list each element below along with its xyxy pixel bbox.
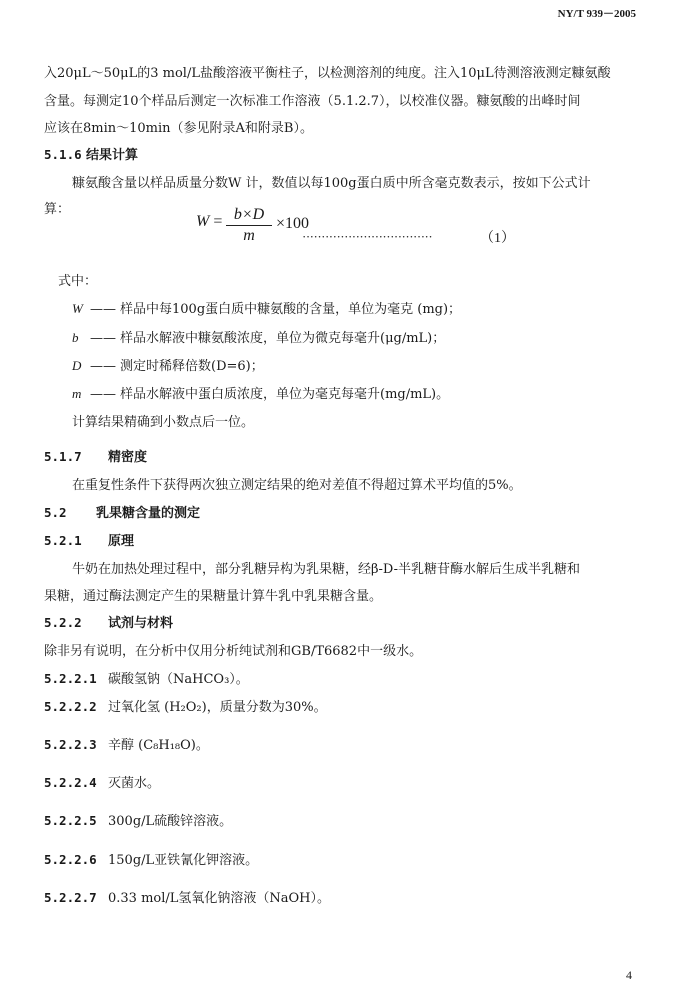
- definition-text: 测定时稀释倍数(D=6)；: [120, 359, 264, 374]
- reagents-paragraph: 除非另有说明，在分析中仅用分析纯试剂和GB/T6682中一级水。: [44, 644, 423, 659]
- item-number: 5.2.2.6: [44, 852, 97, 867]
- precision-paragraph: 在重复性条件下获得两次独立测定结果的绝对差值不得超过算术平均值的5%。: [72, 478, 522, 493]
- document-code: NY/T 939－2005: [557, 8, 636, 20]
- reagent-item: [44, 668, 249, 687]
- intro-line-3: 应该在8min～10min（参见附录A和附录B）。: [44, 121, 313, 136]
- section-number: 5.1.6: [44, 147, 82, 162]
- definition-text: 样品水解液中糠氨酸浓度，单位为微克每毫升(μg/mL)；: [120, 331, 446, 346]
- section-title: 试剂与材料: [108, 616, 174, 631]
- heading-5-2: [44, 502, 200, 521]
- formula-denominator: m: [243, 227, 255, 244]
- reagent-item: [44, 734, 209, 753]
- heading-5-2-1: [44, 530, 134, 549]
- definition-symbol: m: [72, 386, 82, 401]
- section-title: 原理: [108, 534, 135, 549]
- principle-line-1: 牛奶在加热处理过程中，部分乳糖异构为乳果糖，经β-D-半乳糖苷酶水解后生成半乳糖和: [72, 562, 580, 577]
- reagent-item: [44, 772, 160, 791]
- definition-text: 样品水解液中蛋白质浓度，单位为毫克每毫升(mg/mL)。: [120, 387, 450, 402]
- item-text: 碳酸氢钠（NaHCO₃）。: [108, 672, 249, 687]
- section-title: 结果计算: [86, 148, 139, 163]
- precision-note: 计算结果精确到小数点后一位。: [72, 415, 255, 430]
- calc-paragraph-line-1: 糠氨酸含量以样品质量分数W 计，数值以每100g蛋白质中所含毫克数表示，按如下公式计: [72, 176, 591, 191]
- formula-fraction: [226, 205, 272, 246]
- section-number: 5.2.1: [44, 533, 82, 548]
- section-number: 5.2: [44, 505, 67, 520]
- item-text: 300g/L硫酸锌溶液。: [108, 814, 233, 829]
- item-text: 辛醇 (C₈H₁₈O)。: [108, 738, 209, 753]
- item-number: 5.2.2.5: [44, 813, 97, 828]
- formula-multiplier: ×100: [276, 215, 310, 232]
- item-number: 5.2.2.4: [44, 775, 97, 790]
- intro-line-1: 入20μL～50μL的3 mol/L盐酸溶液平衡柱子，以检测溶剂的纯度。注入10μL待测溶液测定糠氨酸: [44, 66, 611, 81]
- definition-symbol: D: [72, 358, 82, 373]
- formula-numerator: b×D: [226, 205, 272, 226]
- reagent-item: [44, 696, 327, 715]
- item-text: 0.33 mol/L氢氧化钠溶液（NaOH）。: [108, 891, 331, 906]
- definition-text: 样品中每100g蛋白质中糠氨酸的含量，单位为毫克 (mg)；: [120, 302, 462, 317]
- item-number: 5.2.2.2: [44, 699, 97, 714]
- formula-equals: =: [213, 213, 223, 230]
- definition-dash: ——: [90, 302, 116, 317]
- definition-symbol: W: [72, 301, 83, 316]
- where-label: 式中：: [58, 274, 98, 289]
- principle-line-2: 果糖，通过酶法测定产生的果糖量计算牛乳中乳果糖含量。: [44, 589, 383, 604]
- section-number: 5.1.7: [44, 449, 82, 464]
- definition-dash: ——: [90, 387, 116, 402]
- intro-line-2: 含量。每测定10个样品后测定一次标准工作溶液（5.1.2.7），以校准仪器。糠氨酸的出峰时间: [44, 94, 581, 109]
- item-number: 5.2.2.7: [44, 890, 97, 905]
- heading-5-1-7: [44, 446, 147, 465]
- reagent-item: [44, 887, 330, 906]
- formula-leader-dots: ··································: [302, 229, 433, 244]
- definition-dash: ——: [90, 359, 116, 374]
- definition-row: [72, 327, 445, 346]
- definition-row: [72, 298, 461, 317]
- section-number: 5.2.2: [44, 615, 82, 630]
- item-text: 过氧化氢 (H₂O₂)，质量分数为30%。: [108, 700, 327, 715]
- formula-lhs: W: [196, 213, 210, 230]
- definition-dash: ——: [90, 331, 116, 346]
- reagent-item: [44, 810, 232, 829]
- item-text: 灭菌水。: [108, 776, 161, 791]
- item-number: 5.2.2.1: [44, 671, 97, 686]
- equation-number: （1）: [480, 231, 515, 246]
- definition-symbol: b: [72, 330, 79, 345]
- section-title: 乳果糖含量的测定: [96, 506, 201, 521]
- definition-row: [72, 383, 449, 402]
- item-text: 150g/L亚铁氰化钾溶液。: [108, 853, 259, 868]
- item-number: 5.2.2.3: [44, 737, 97, 752]
- page-number: 4: [626, 968, 632, 982]
- heading-5-2-2: [44, 612, 173, 631]
- definition-row: [72, 355, 264, 374]
- heading-5-1-6: [44, 144, 138, 163]
- calc-paragraph-line-2: 算：: [44, 202, 71, 217]
- reagent-item: [44, 849, 258, 868]
- section-title: 精密度: [108, 450, 148, 465]
